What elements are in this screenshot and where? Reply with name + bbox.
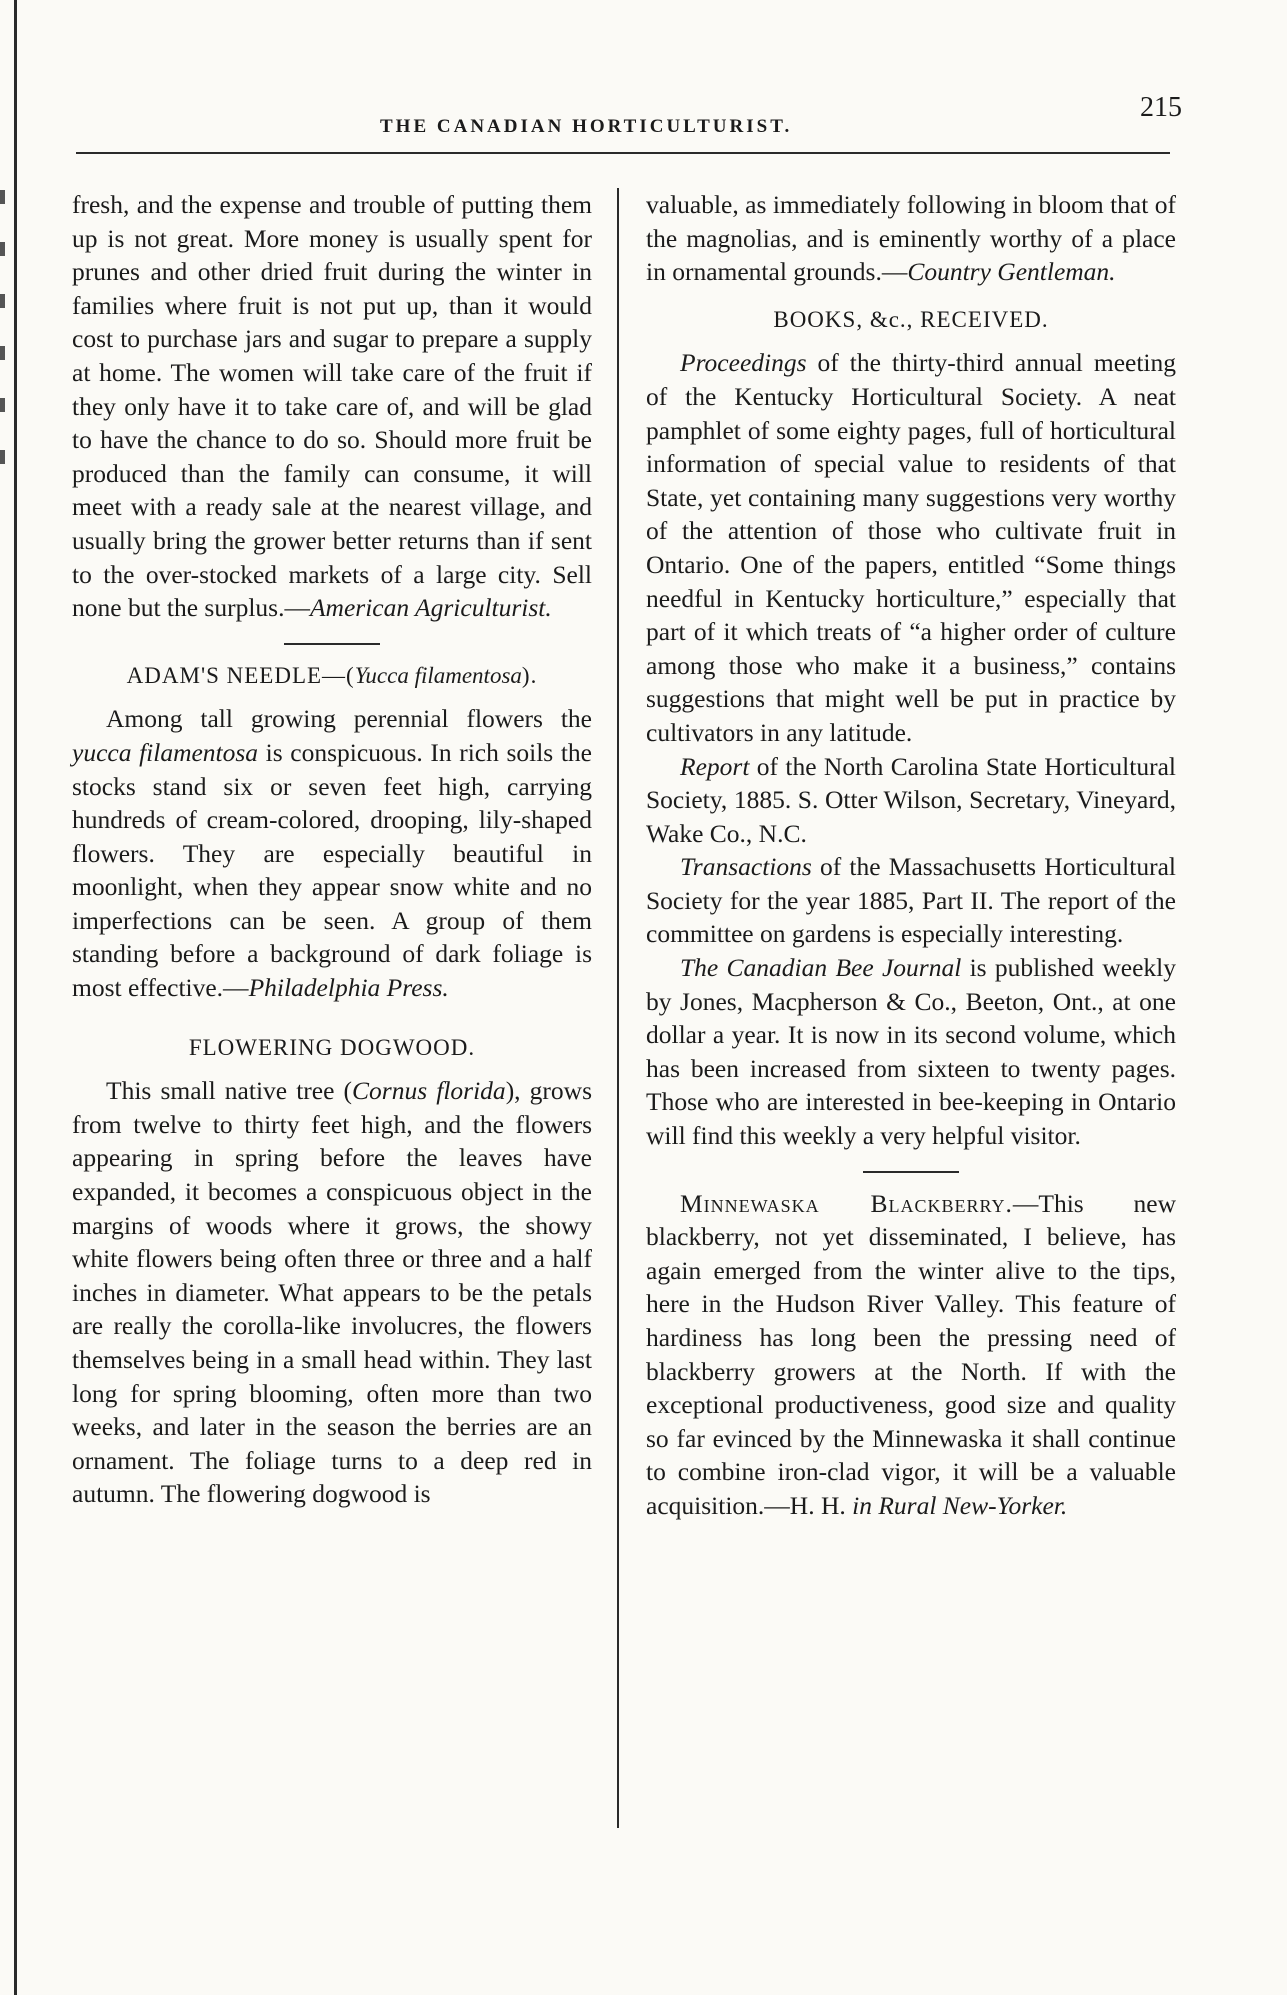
kentucky-paragraph: Proceedings of the thirty-third annual meeting of the Kentucky Horticultural Society. A neat pamphlet of some eighty pages, full of horticultural information of special value to residents of that State, yet containing many suggestions very worthy of the attention of those who cultivate fruit in Ontario. One of the papers, entitled “Some things needful in Kentucky horticulture,” especially that part of it which treats of “a higher order of culture among those who make it a business,” contains suggestions that might well be put in practice by cultivators in any latitude. [646, 348, 1176, 747]
header-rule [76, 152, 1170, 154]
source-country-gentleman: Country Gentleman. [907, 257, 1116, 287]
source-philadelphia-press: Philadelphia Press. [248, 973, 449, 1003]
binding-marks [0, 190, 8, 502]
book-binding-edge [14, 0, 17, 1995]
page-header [80, 92, 1190, 148]
dogwood-paragraph: This small native tree (Cornus florida), grows from twelve to thirty feet high, and the flowers appearing in spring before the leaves have expanded, it becomes a conspicuous object in the margins of woods where it grows, the showy white flowers being often three or three and a half inches in diameter. What appears to be the petals are really the corolla-like involucres, the flowers themselves being in a small head within. They last long for spring blooming, often more than two weeks, and later in the season the berries are an ornament. The foliage turns to a deep red in autumn. The flowering dogwood is [72, 1076, 592, 1509]
fruit-paragraph [72, 188, 592, 625]
massachusetts-paragraph: Transactions of the Massachusetts Horticultural Society for the year 1885, Part II. The report of the committee on gardens is especially interesting. [646, 852, 1176, 949]
minnewaska-paragraph: Minnewaska Blackberry.—This new blackberry, not yet disseminated, I believe, has again emerged from the winter alive to the tips, here in the Hudson River Valley. This feature of hardiness has long been the pressing need of blackberry growers at the North. If with the exceptional productiveness, good size and quality so far evinced by the Minnewaska it shall continue to combine iron-clad vigor, it will be a valuable acquisition.—H. H. in Rural New-Yorker. [646, 1188, 1176, 1520]
north-carolina-paragraph: Report of the North Carolina State Horticultural Society, 1885. S. Otter Wilson, Secretary, Vineyard, Wake Co., N.C. [646, 751, 1176, 848]
right-column [646, 188, 1176, 1523]
fruit-text: fresh, and the expense and trouble of putting them up is not great. More money is usually spent for prunes and other dried fruit during the winter in families where fruit is not put up, than it would cost to purchase jars and sugar to prepare a supply at home. The women will take care of the fruit if they only have it to take care of, and will be glad to have the chance to do so. Should more fruit be produced than the family can consume, it will meet with a ready sale at the nearest village, and usually bring the grower better returns than if sent to the over-stocked markets of a large city. Sell none but the surplus.— [72, 190, 592, 623]
source-american-agriculturist: American Agriculturist. [309, 593, 552, 623]
section-rule [284, 643, 380, 645]
minnewaska-title: Minnewaska Blackberry. [680, 1188, 1013, 1218]
adams-needle-paragraph: Among tall growing perennial flowers the yucca filamentosa is conspicuous. In rich soils the stocks stand six or seven feet high, carrying hundreds of cream-colored, drooping, lily-shaped flowers. They are especially beautiful in moonlight, when they appear snow white and no imperfections can be seen. A group of them standing before a background of dark foliage is most effective.—Philadelphia Press. [72, 704, 592, 1003]
dogwood-continued-paragraph: valuable, as immediately following in bloom that of the magnolias, and is eminently worthy of a place in ornamental grounds.—Country Gentleman. [646, 190, 1176, 287]
heading-flowering-dogwood: FLOWERING DOGWOOD. [188, 1034, 476, 1060]
heading-adams-needle: ADAM'S NEEDLE—(Yucca filamentosa). [126, 662, 538, 688]
column-divider [617, 188, 619, 1828]
running-head: THE CANADIAN HORTICULTURIST. [380, 116, 793, 137]
source-rural-new-yorker: in Rural New-Yorker. [852, 1490, 1068, 1520]
left-column [72, 188, 592, 1511]
section-rule-right [863, 1171, 959, 1173]
page-number: 215 [1140, 92, 1182, 123]
heading-books-received: BOOKS, &c., RECEIVED. [773, 306, 1049, 332]
bee-journal-paragraph: The Canadian Bee Journal is published weekly by Jones, Macpherson & Co., Beeton, Ont., at one dollar a year. It is now in its second volume, which has been increased from sixteen to twenty pages. Those who are interested in bee-keeping in Ontario will find this weekly a very helpful visitor. [646, 953, 1176, 1151]
